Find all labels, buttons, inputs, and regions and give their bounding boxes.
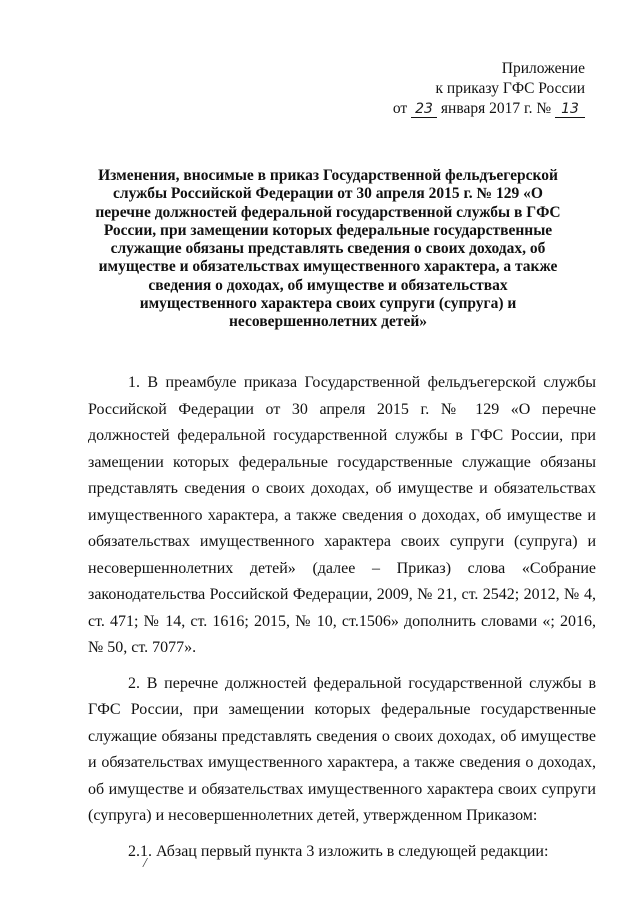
handwritten-day: 23 [411,101,437,118]
handwritten-order-number: 13 [555,101,585,118]
stray-pen-mark: / [143,856,147,871]
paragraph-2-1: 2.1. Абзац первый пункта 3 изложить в следующей редакции: [128,842,549,860]
appendix-date-line [355,99,585,119]
paragraph-1: 1. В преамбуле приказа Государственной фельдъегерской службы Российской Федерации от 30 апреля 2015 г. № 129 «О перечне должностей федеральной государственной службы в ГФС России, при замещении которых федеральные государственные служащие обязаны представлять сведения о своих доходах, об имуществе и обязательствах имущественного характера, а также сведения о доходах, об имуществе и обязательствах имущественного характера своих супруги (супруга) и несовершеннолетних детей» (далее – Приказ) слова «Собрание законодательства Российской Федерации, 2009, № 21, ст. 2542; 2012, № 4, ст. 471; № 14, ст. 1616; 2015, № 10, ст.1506» дополнить словами «; 2016, № 50, ст. 7077». [88,374,596,656]
appendix-order-reference: к приказу ГФС России [435,80,585,97]
date-month-year: января 2017 г. № [440,100,552,117]
document-body [88,370,596,865]
document-title: Изменения, вносимые в приказ Государственной фельдъегерской службы Российской Федерации от 30 апреля 2015 г. № 129 «О перечне должностей федеральной государственной службы в ГФС России, при замещении которых федеральные государственные служащие обязаны представлять сведения о своих доходах, об имуществе и обязательствах имущественного характера, а также сведения о доходах, об имуществе и обязательствах имущественного характера своих супруги (супруга) и несовершеннолетних детей» [95,167,561,331]
paragraph-2: 2. В перечне должностей федеральной государственной службы в ГФС России, при замещении которых федеральные государственные служащие обязаны представлять сведения о своих доходах, об имуществе и обязательствах имущественного характера, а также сведения о доходах, об имуществе и обязательствах имущественного характера своих супруги (супруга) и несовершеннолетних детей, утвержденном Приказом: [88,674,596,824]
appendix-label: Приложение [501,60,585,77]
date-prefix: от [392,100,408,117]
appendix-header [355,59,585,119]
